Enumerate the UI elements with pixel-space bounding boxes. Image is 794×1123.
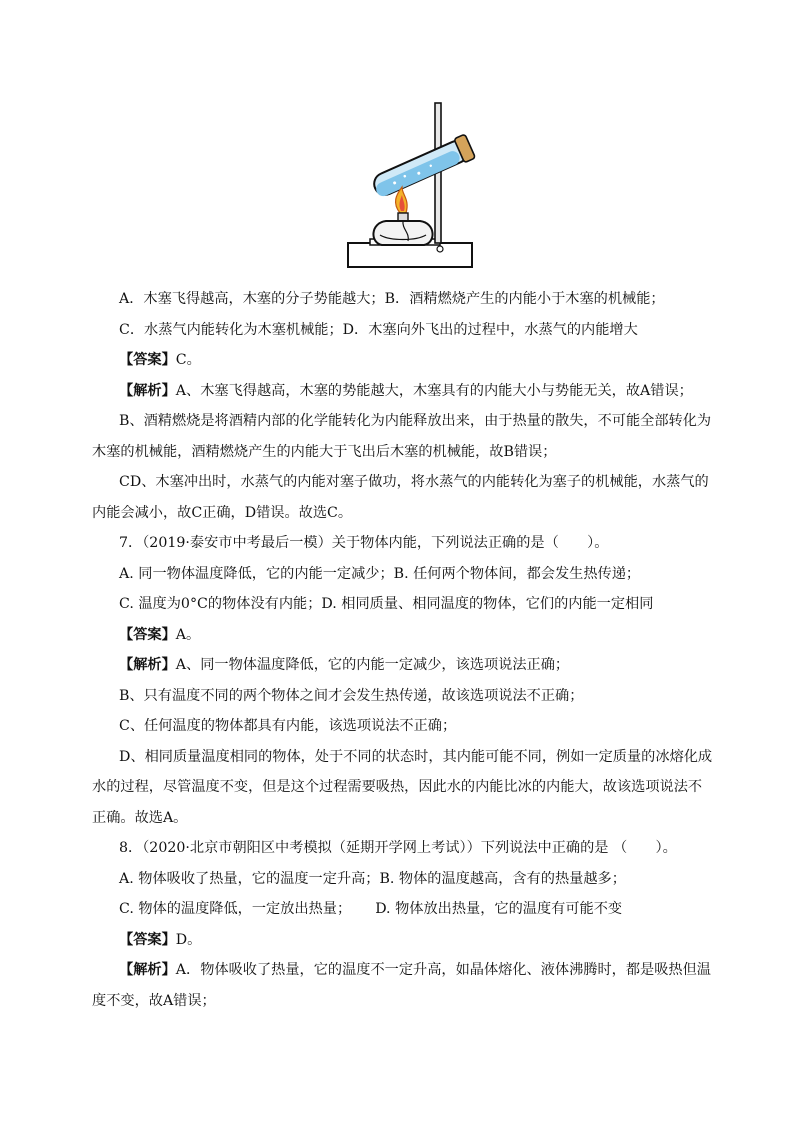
analysis-tag: 【解析】 [119, 657, 176, 673]
lamp-wick-holder [398, 213, 408, 221]
q7-answer [92, 620, 712, 651]
analysis-tag: 【解析】 [119, 962, 176, 978]
answer-tag: 【答案】 [119, 352, 176, 368]
q6-analysis-line-1: 【解析】A、木塞飞得越高，木塞的势能越大，木塞具有的内能大小与势能无关，故A错误； [119, 382, 693, 399]
answer-value: A。 [175, 626, 201, 643]
q6-analysis-line-2: B、酒精燃烧是将酒精内部的化学能转化为内能释放出来，由于热量的散失，不可能全部转化为 [119, 413, 712, 429]
q8-stem: 8．（2020·北京市朝阳区中考模拟（延期开学网上考试））下列说法中正确的是 （ ）。 [119, 840, 677, 856]
page-content [92, 284, 712, 1016]
q6-analysis-line-5: 内能会减小，故C正确，D错误。故选C。 [92, 504, 353, 521]
q7-option-line-1: A. 同一物体温度降低，它的内能一定减少；B. 任何两个物体间，都会发生热传递； [119, 565, 641, 582]
answer-tag: 【答案】 [119, 626, 176, 643]
answer-value: D。 [175, 931, 202, 948]
q8-option-line-1: A. 物体吸收了热量，它的温度一定升高；B. 物体的温度越高，含有的热量越多； [119, 870, 626, 887]
experiment-figure [330, 95, 490, 275]
q7-stem: 7．（2019·泰安市中考最后一模）关于物体内能，下列说法正确的是（ ）。 [119, 535, 609, 551]
q6-analysis-line-3: 木塞的机械能，酒精燃烧产生的内能大于飞出后木塞的机械能，故B错误； [92, 443, 557, 460]
q7-analysis-line-5: 水的过程，尽管温度不变，但是这个过程需要吸热，因此水的内能比冰的内能大，故该选项说法不 [92, 779, 703, 795]
q7-analysis-line-4: D、相同质量温度相同的物体，处于不同的状态时，其内能可能不同，例如一定质量的冰熔化成 [119, 748, 713, 765]
q7-analysis-line-3: C、任何温度的物体都具有内能，该选项说法不正确； [119, 718, 457, 734]
analysis-tag: 【解析】 [119, 382, 176, 399]
q8-analysis-line-2: 度不变，故A错误； [92, 992, 216, 1009]
q7-analysis-line-1: 【解析】A、同一物体温度降低，它的内能一定减少，该选项说法正确； [119, 657, 570, 673]
q7-analysis-line-6: 正确。故选A。 [92, 809, 188, 826]
stand-base [348, 243, 472, 267]
answer-value: C。 [175, 352, 201, 368]
test-tube [370, 134, 476, 200]
q6-option-line-1: A．木塞飞得越高，木塞的分子势能越大；B．酒精燃烧产生的内能小于木塞的机械能； [119, 291, 665, 307]
q7-analysis-line-2: B、只有温度不同的两个物体之间才会发生热传递，故该选项说法不正确； [119, 687, 584, 704]
q6-answer [92, 345, 712, 376]
q8-answer [92, 925, 712, 956]
answer-tag: 【答案】 [119, 931, 176, 948]
q8-analysis-line-1: 【解析】A．物体吸收了热量，它的温度不一定升高，如晶体熔化、液体沸腾时，都是吸热但温 [119, 962, 711, 978]
q6-analysis-line-4: CD、木塞冲出时，水蒸气的内能对塞子做功，将水蒸气的内能转化为塞子的机械能，水蒸气的 [119, 474, 709, 490]
q7-option-line-2: C. 温度为0°C的物体没有内能；D. 相同质量、相同温度的物体，它们的内能一定相同 [119, 596, 654, 612]
q8-option-line-2: C. 物体的温度降低，一定放出热量； D. 物体放出热量，它的温度有可能不变 [119, 901, 623, 917]
q6-option-line-2: C．水蒸气内能转化为木塞机械能；D．木塞向外飞出的过程中，水蒸气的内能增大 [119, 321, 638, 338]
